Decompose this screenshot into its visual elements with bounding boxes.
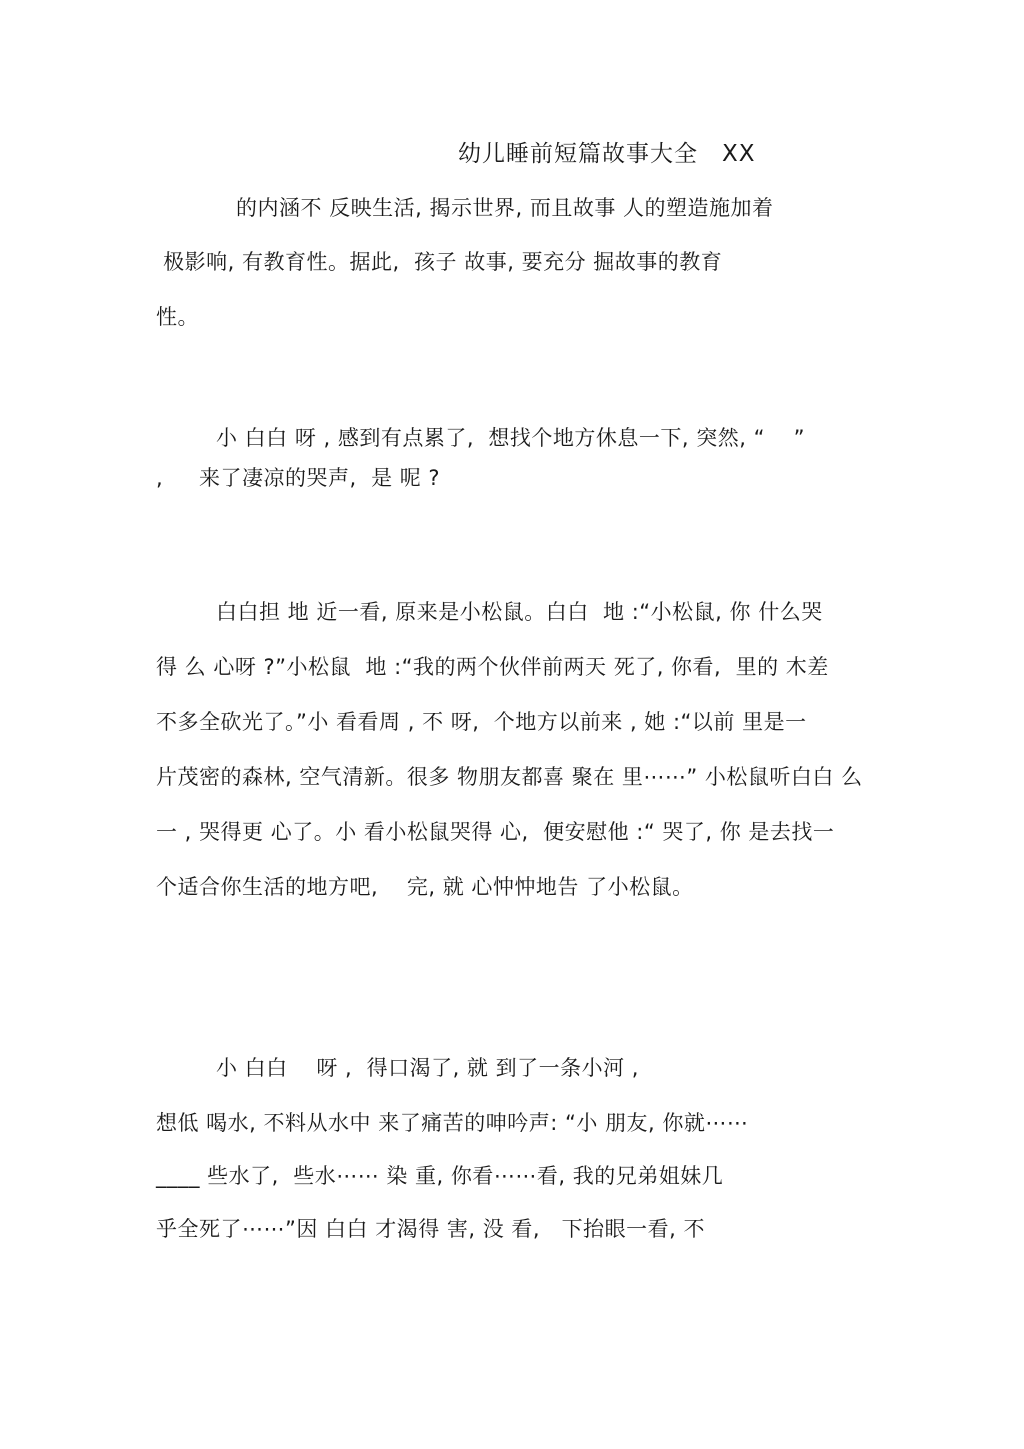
- paragraph2-line-6: 个适合你生活的地方吧, 完, 就 心忡忡地告 了小松鼠。: [156, 875, 694, 899]
- paragraph3-line-1: 小 白白 呀 , 得口渴了, 就 到了一条小河 ,: [216, 1056, 639, 1080]
- paragraph3-line-3: ____ 些水了, 些水⋯⋯ 染 重, 你看⋯⋯看, 我的兄弟姐妹几: [156, 1164, 724, 1188]
- paragraph1-line-1: 小 白白 呀 , 感到有点累了, 想找个地方休息一下, 突然, “ ”: [216, 426, 806, 450]
- paragraph2-line-3: 不多全砍光了。”小 看看周 , 不 呀, 个地方以前来 , 她 :“以前 里是一: [156, 710, 807, 734]
- paragraph2-line-5: 一 , 哭得更 心了。小 看小松鼠哭得 心, 便安慰他 :“ 哭了, 你 是去找一: [156, 820, 835, 844]
- paragraph2-line-1: 白白担 地 近一看, 原来是小松鼠。白白 地 :“小松鼠, 你 什么哭: [216, 600, 823, 624]
- paragraph3-line-2: 想低 喝水, 不料从水中 来了痛苦的呻吟声: “小 朋友, 你就⋯⋯: [156, 1111, 749, 1135]
- paragraph3-line-4: 乎全死了⋯⋯”因 白白 才渴得 害, 没 看, 下抬眼一看, 不: [156, 1217, 705, 1241]
- intro-line-3: 性。: [156, 305, 199, 329]
- document-title: 幼儿睡前短篇故事大全 XX: [458, 141, 756, 167]
- intro-line-2: 极影响, 有教育性。据此, 孩子 故事, 要充分 掘故事的教育: [156, 250, 723, 274]
- paragraph2-line-4: 片茂密的森林, 空气清新。很多 物朋友都喜 聚在 里⋯⋯” 小松鼠听白白 么: [156, 765, 863, 789]
- paragraph2-line-2: 得 么 心呀 ?”小松鼠 地 :“我的两个伙伴前两天 死了, 你看, 里的 木差: [156, 655, 829, 679]
- intro-line-1: 的内涵不 反映生活, 揭示世界, 而且故事 人的塑造施加着: [236, 196, 774, 220]
- paragraph1-line-2: , 来了凄凉的哭声, 是 呢 ?: [156, 466, 441, 490]
